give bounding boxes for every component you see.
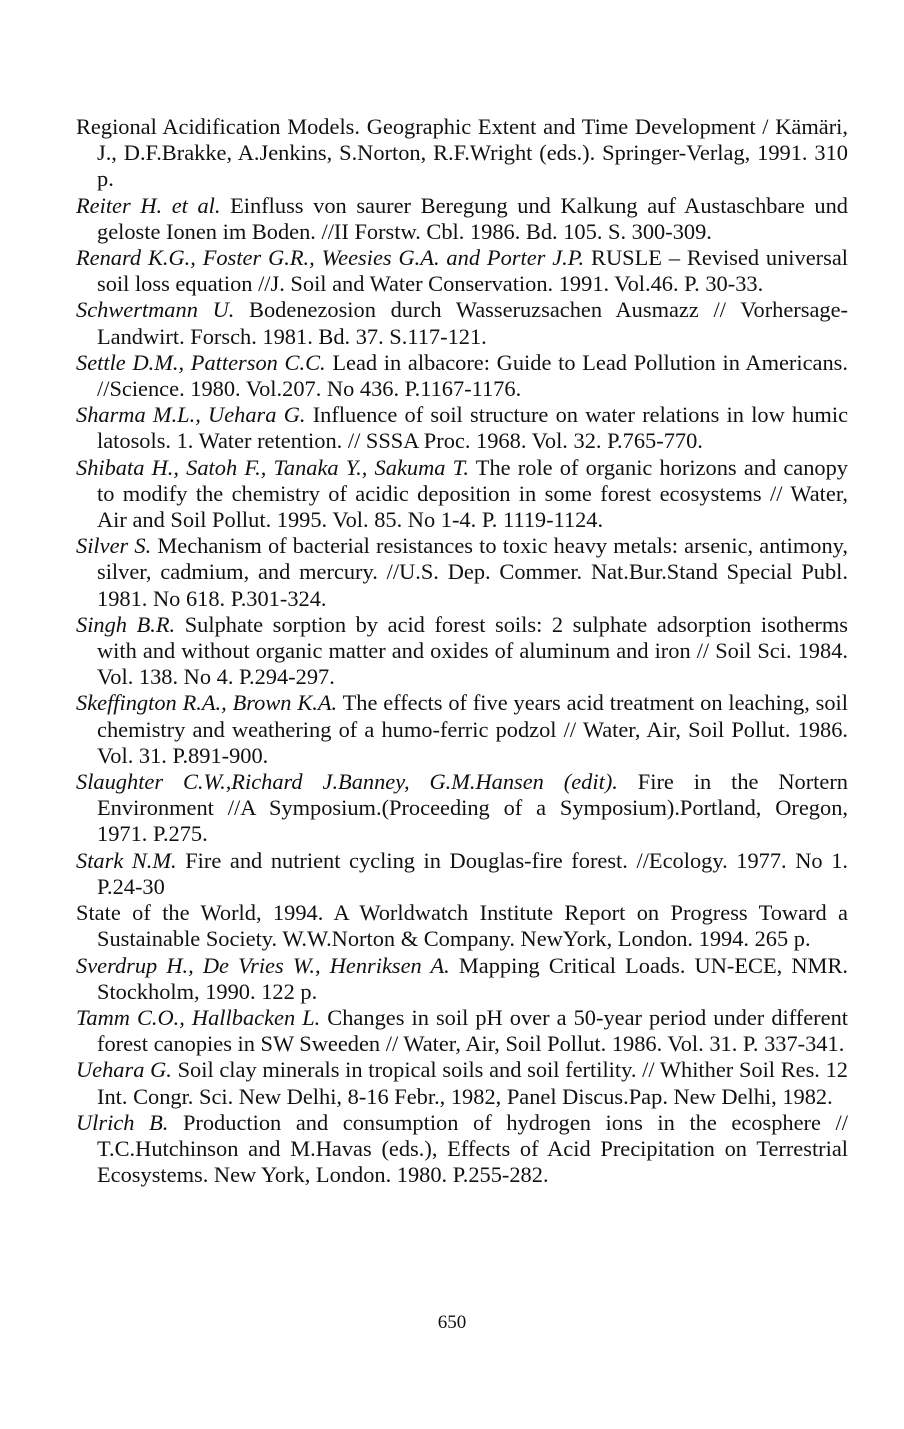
- reference-text: Regional Acidification Models. Geographic Extent and Time Development / Kämäri, J., D.F.Brakke, A.Jenkins, S.Norton, R.F.Wright (eds.). Springer-Verlag, 1991. 310 p.: [76, 114, 848, 192]
- reference-entry: [76, 690, 848, 769]
- reference-entry: [76, 769, 848, 848]
- reference-text: Soil clay minerals in tropical soils and soil fertility. // Whither Soil Res. 12 Int. Congr. Sci. New Delhi, 8-16 Febr., 1982, Panel Discus.Pap. New Delhi, 1982.: [97, 1057, 848, 1109]
- reference-entry: [76, 455, 848, 534]
- reference-text: Production and consumption of hydrogen ions in the ecosphere // T.C.Hutchinson and M.Havas (eds.), Effects of Acid Precipitation on Terrestrial Ecosystems. New York, London. 1980. P.255-282.: [97, 1109, 848, 1188]
- reference-authors: Settle D.M., Patterson C.C.: [76, 349, 326, 375]
- reference-entry: [76, 245, 848, 297]
- reference-entry: [76, 297, 848, 349]
- reference-entry: [76, 1110, 848, 1189]
- reference-authors: Tamm C.O., Hallbacken L.: [76, 1004, 321, 1030]
- reference-text: Lead in albacore: Guide to Lead Pollution in Americans. //Science. 1980. Vol.207. No 436. P.1167-1176.: [97, 349, 848, 402]
- reference-entry: [76, 114, 848, 193]
- reference-authors: Renard K.G., Foster G.R., Weesies G.A. and Porter J.P.: [76, 245, 585, 271]
- reference-text: RUSLE – Revised universal soil loss equation //J. Soil and Water Conservation. 1991. Vol.46. P. 30-33.: [97, 245, 848, 297]
- reference-entry: [76, 193, 848, 245]
- reference-authors: Sverdrup H., De Vries W., Henriksen A.: [76, 952, 450, 978]
- reference-entry: [76, 848, 848, 900]
- reference-authors: Reiter H. et al.: [76, 192, 221, 218]
- reference-text: The effects of five years acid treatment on leaching, soil chemistry and weathering of a humo-ferric podzol // Water, Air, Soil Pollut. 1986. Vol. 31. P.891-900.: [97, 690, 848, 768]
- reference-entry: [76, 953, 848, 1005]
- reference-authors: Skeffington R.A., Brown K.A.: [76, 690, 338, 716]
- reference-text: Changes in soil pH over a 50-year period under different forest canopies in SW Sweeden // Water, Air, Soil Pollut. 1986. Vol. 31. P. 337-341.: [97, 1004, 848, 1057]
- reference-text: The role of organic horizons and canopy to modify the chemistry of acidic deposition in some forest ecosystems // Water, Air and Soil Pollut. 1995. Vol. 85. No 1-4. P. 1119-1124.: [97, 454, 848, 533]
- reference-text: State of the World, 1994. A Worldwatch Institute Report on Progress Toward a Sustainable Society. W.W.Norton & Company. NewYork, London. 1994. 265 p.: [76, 900, 848, 952]
- reference-authors: Silver S.: [76, 533, 152, 559]
- reference-authors: Stark N.M.: [76, 847, 177, 873]
- reference-authors: Singh B.R.: [76, 611, 176, 637]
- reference-text: Influence of soil structure on water relations in low humic latosols. 1. Water retention. // SSSA Proc. 1968. Vol. 32. P.765-770.: [97, 402, 849, 454]
- reference-authors: Slaughter C.W.,Richard J.Banney, G.M.Hansen (edit).: [76, 769, 618, 795]
- reference-text: Fire in the Nortern Environment //A Symposium.(Proceeding of a Symposium).Portland, Oregon, 1971. P.275.: [97, 769, 848, 847]
- reference-entry: [76, 900, 848, 952]
- reference-text: Bodenezosion durch Wasseruzsachen Ausmazz // Vorhersage-Landwirt. Forsch. 1981. Bd. 37. S.117-121.: [97, 297, 848, 349]
- reference-entry: [76, 402, 848, 454]
- reference-text: Mapping Critical Loads. UN-ECE, NMR. Stockholm, 1990. 122 p.: [97, 952, 848, 1004]
- reference-entry: [76, 1005, 848, 1057]
- reference-entry: [76, 533, 848, 612]
- reference-entry: [76, 1057, 848, 1109]
- reference-entry: [76, 612, 848, 691]
- reference-list: [76, 114, 848, 1188]
- reference-authors: Shibata H., Satoh F., Tanaka Y., Sakuma T.: [76, 454, 470, 480]
- reference-authors: Schwertmann U.: [76, 297, 235, 323]
- reference-text: Einfluss von saurer Beregung und Kalkung auf Austaschbare und geloste Ionen im Boden. //II Forstw. Cbl. 1986. Bd. 105. S. 300-309.: [97, 192, 848, 244]
- reference-text: Sulphate sorption by acid forest soils: 2 sulphate adsorption isotherms with and without organic matter and oxides of aluminum and iron // Soil Sci. 1984. Vol. 138. No 4. P.294-297.: [97, 611, 848, 690]
- reference-entry: [76, 350, 848, 402]
- reference-authors: Sharma M.L., Uehara G.: [76, 402, 306, 428]
- reference-text: Mechanism of bacterial resistances to toxic heavy metals: arsenic, antimony, silver, cadmium, and mercury. //U.S. Dep. Commer. Nat.Bur.Stand Special Publ. 1981. No 618. P.301-324.: [97, 533, 848, 611]
- reference-authors: Uehara G.: [76, 1057, 172, 1083]
- reference-authors: Ulrich B.: [76, 1109, 169, 1135]
- reference-text: Fire and nutrient cycling in Douglas-fire forest. //Ecology. 1977. No 1. P.24-30: [97, 847, 848, 899]
- page-number: 650: [437, 1312, 467, 1333]
